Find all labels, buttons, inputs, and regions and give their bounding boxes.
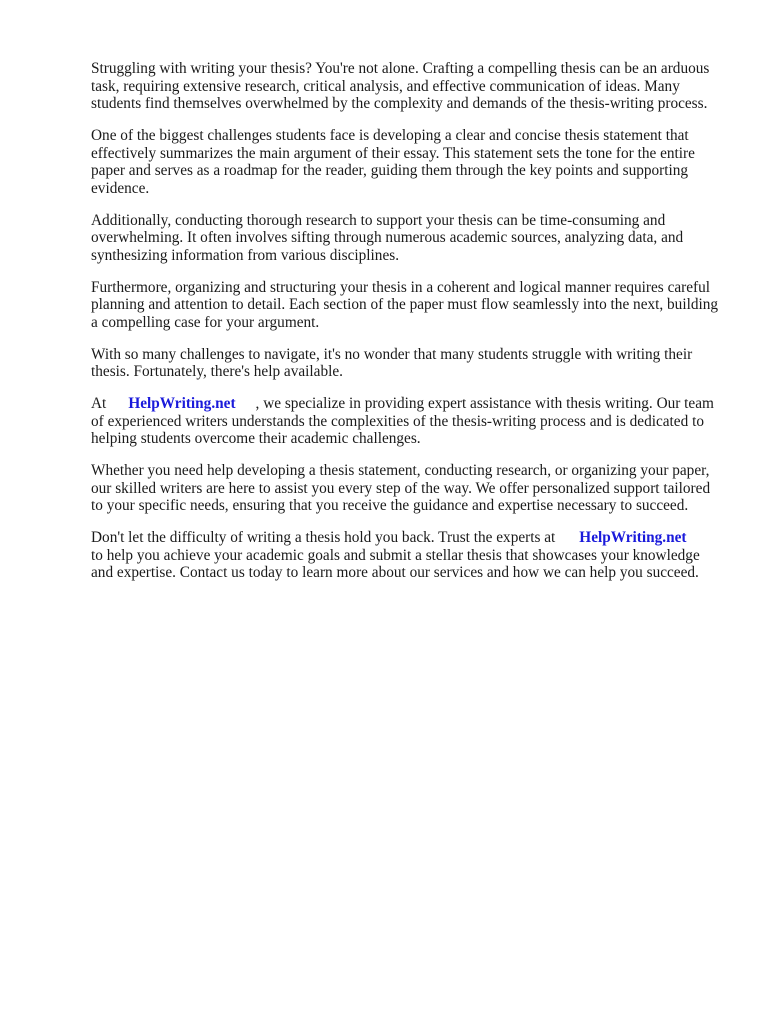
document-body <box>91 60 723 596</box>
paragraph-6 <box>91 395 723 448</box>
paragraph-5: With so many challenges to navigate, it's no wonder that many students struggle with writing their thesis. Fortunately, there's help available. <box>91 345 693 380</box>
paragraph-8-prefix: Don't let the difficulty of writing a thesis hold you back. Trust the experts at <box>91 529 556 546</box>
helpwriting-link-1[interactable]: HelpWriting.net <box>128 395 236 412</box>
paragraph-3: Additionally, conducting thorough research to support your thesis can be time-consuming and overwhelming. It often involves sifting through numerous academic sources, analyzing data, and synthesizing information from various disciplines. <box>91 211 684 264</box>
paragraph-8-suffix: to help you achieve your academic goals and submit a stellar thesis that showcases your knowledge and expertise. Contact us today to learn more about our services and how we can help you succeed. <box>91 546 700 581</box>
paragraph-6-prefix: At <box>91 395 107 412</box>
paragraph-8 <box>91 529 723 582</box>
paragraph-6-suffix: , we specialize in providing expert assistance with thesis writing. Our team of experienced writers understands the complexities of the thesis-writing process and is dedicated to helping students overcome their academic challenges. <box>91 395 714 447</box>
paragraph-2: One of the biggest challenges students face is developing a clear and concise thesis statement that effectively summarizes the main argument of their essay. This statement sets the tone for the entire paper and serves as a roadmap for the reader, guiding them through the key points and supporting evidence. <box>91 127 695 197</box>
paragraph-4: Furthermore, organizing and structuring your thesis in a coherent and logical manner requires careful planning and attention to detail. Each section of the paper must flow seamlessly into the next, building a compelling case for your argument. <box>91 278 719 331</box>
paragraph-7: Whether you need help developing a thesis statement, conducting research, or organizing your paper, our skilled writers are here to assist you every step of the way. We offer personalized support tailored to your specific needs, ensuring that you receive the guidance and expertise necessary to succeed. <box>91 462 711 514</box>
helpwriting-link-2[interactable]: HelpWriting.net <box>579 529 687 546</box>
paragraph-1: Struggling with writing your thesis? You're not alone. Crafting a compelling thesis can be an arduous task, requiring extensive research, critical analysis, and effective communication of ideas. Many students find themselves overwhelmed by the complexity and demands of the thesis-writing process. <box>91 60 710 112</box>
